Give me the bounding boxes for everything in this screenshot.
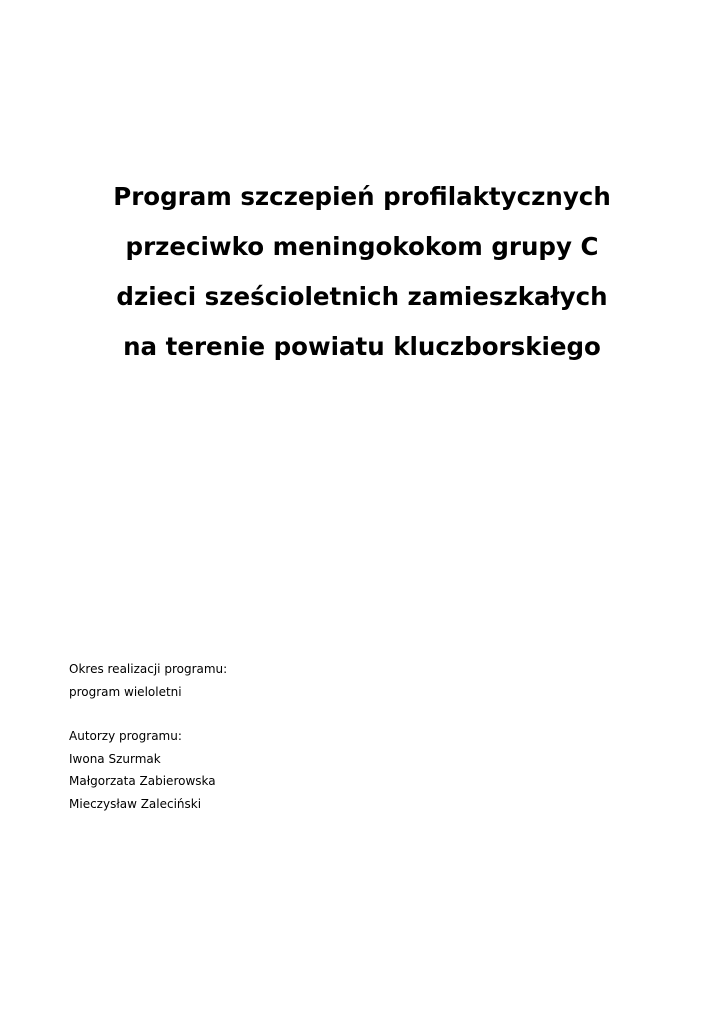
program-info xyxy=(69,658,669,815)
author-name: Iwona Szurmak xyxy=(69,751,161,766)
title-line-2: przeciwko meningokokom grupy C xyxy=(125,232,599,261)
realization-value: program wieloletni xyxy=(69,684,182,699)
authors-label: Autorzy programu: xyxy=(69,729,182,743)
document-title xyxy=(0,172,724,372)
realization-label: Okres realizacji programu: xyxy=(69,662,228,676)
title-line-4: na terenie powiatu kluczborskiego xyxy=(123,332,601,361)
title-line-3: dzieci sześcioletnich zamieszkałych xyxy=(116,282,608,311)
spacer xyxy=(69,703,669,725)
author-name: Mieczysław Zaleciński xyxy=(69,796,202,811)
title-line-1: Program szczepień profilaktycznych xyxy=(113,182,611,211)
author-name: Małgorzata Zabierowska xyxy=(69,774,216,788)
